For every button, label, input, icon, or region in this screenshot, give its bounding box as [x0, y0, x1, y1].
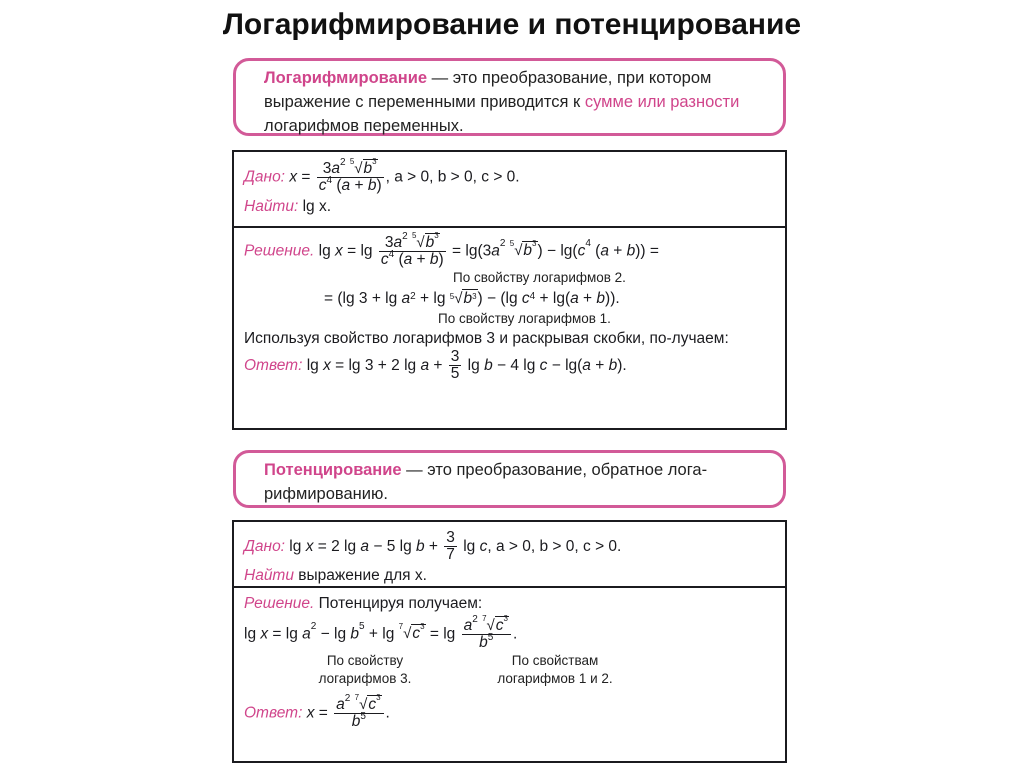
pot-definition-box	[233, 450, 786, 508]
log-def-highlight: сумме или разности	[584, 93, 740, 111]
solution2-notes	[244, 652, 775, 688]
example1-given	[234, 152, 785, 228]
note-property-2: По свойству логарифмов 2.	[453, 269, 626, 285]
example2-solution	[234, 588, 785, 765]
given2-conditions: , a > 0, b > 0, c > 0.	[487, 537, 622, 555]
solution-line-2: = (lg $3 + \lg a^2 + \lg ^5√b^3) - (\lg$ $c^4 + \lg(a + b)$).	[324, 289, 620, 307]
given-label: Дано:	[244, 168, 285, 186]
answer2-line: Ответ: x = $\frac{a^2 ^7√c^3}{b^5}$ .	[244, 692, 390, 730]
solution2-label: Решение.	[244, 595, 315, 612]
example2-given	[234, 522, 785, 588]
note-property-1: По свойству логарифмов 1.	[438, 310, 611, 326]
given2-line: Дано: lg x = 2 lg a − 5 lg b + $\frac{3}{7}$ lg c, a > 0, b > 0, c > 0.	[244, 529, 622, 564]
find2-label: Найти	[244, 566, 294, 584]
pot-def-text: — это преобразование, обратное лога-рифмированию.	[264, 461, 708, 503]
note-property-3: По свойству логарифмов 3.	[318, 652, 412, 686]
given2-label: Дано:	[244, 537, 285, 555]
explanation-paragraph: Используя свойство логарифмов 3 и раскрывая скобки, по-лучаем:	[244, 329, 729, 347]
find2-value: выражение для x.	[293, 566, 427, 584]
find2-line	[244, 564, 775, 587]
given-conditions: , a > 0, b > 0, c > 0.	[385, 168, 520, 186]
pot-term: Потенцирование	[264, 461, 402, 479]
note-properties-1-2: По свойствам логарифмов 1 и 2.	[497, 652, 613, 686]
answer-label: Ответ:	[244, 356, 303, 374]
log-def-text: — это преобразование, при котором выражение с переменными приводится к	[264, 69, 712, 111]
given-line: Дано: x = $\frac{3a^2 ^5√b^3}{c^4 (a + b)}$ , a > 0, b > 0, c > 0.	[244, 157, 520, 195]
solution2-formula: $\lg x = \lg a^2 - \lg b^5 + \lg ^7√c^3 = \lg$ $\frac{a^2 ^7√c^3}{b^5}$ .	[244, 614, 518, 652]
example1-solution	[234, 228, 785, 428]
answer2-label: Ответ:	[244, 703, 303, 721]
slide-title: Логарифмирование и потенцирование	[222, 8, 802, 41]
find-label: Найти:	[244, 197, 299, 215]
log-term: Логарифмирование	[264, 69, 428, 87]
answer-line: Ответ: lg x = lg 3 + 2 lg a + $\frac{3}{5}$ lg b − 4 lg c − lg(a + b).	[244, 347, 627, 382]
solution-line-1: Решение. lg x = lg $\frac{3a^2 ^5√b^3}{c^4 (a + b)}$ = $\lg(3a^2$ $^5√b^3) - \lg(c^4$ (a + b)) =	[244, 231, 659, 269]
example1-frame	[232, 150, 787, 430]
given-fraction: $\frac{3a^2 ^5√b^3}{c^4 (a + b)}$	[318, 157, 382, 195]
find-line	[244, 195, 775, 218]
solution-label: Решение.	[244, 242, 315, 260]
solution2-text: Потенцируя получаем:	[314, 595, 483, 612]
solution2-head	[244, 592, 775, 615]
find-value: lg x.	[298, 197, 332, 215]
example2-frame	[232, 520, 787, 763]
log-def-text-end: логарифмов переменных.	[264, 117, 464, 135]
log-definition-box	[233, 58, 786, 136]
